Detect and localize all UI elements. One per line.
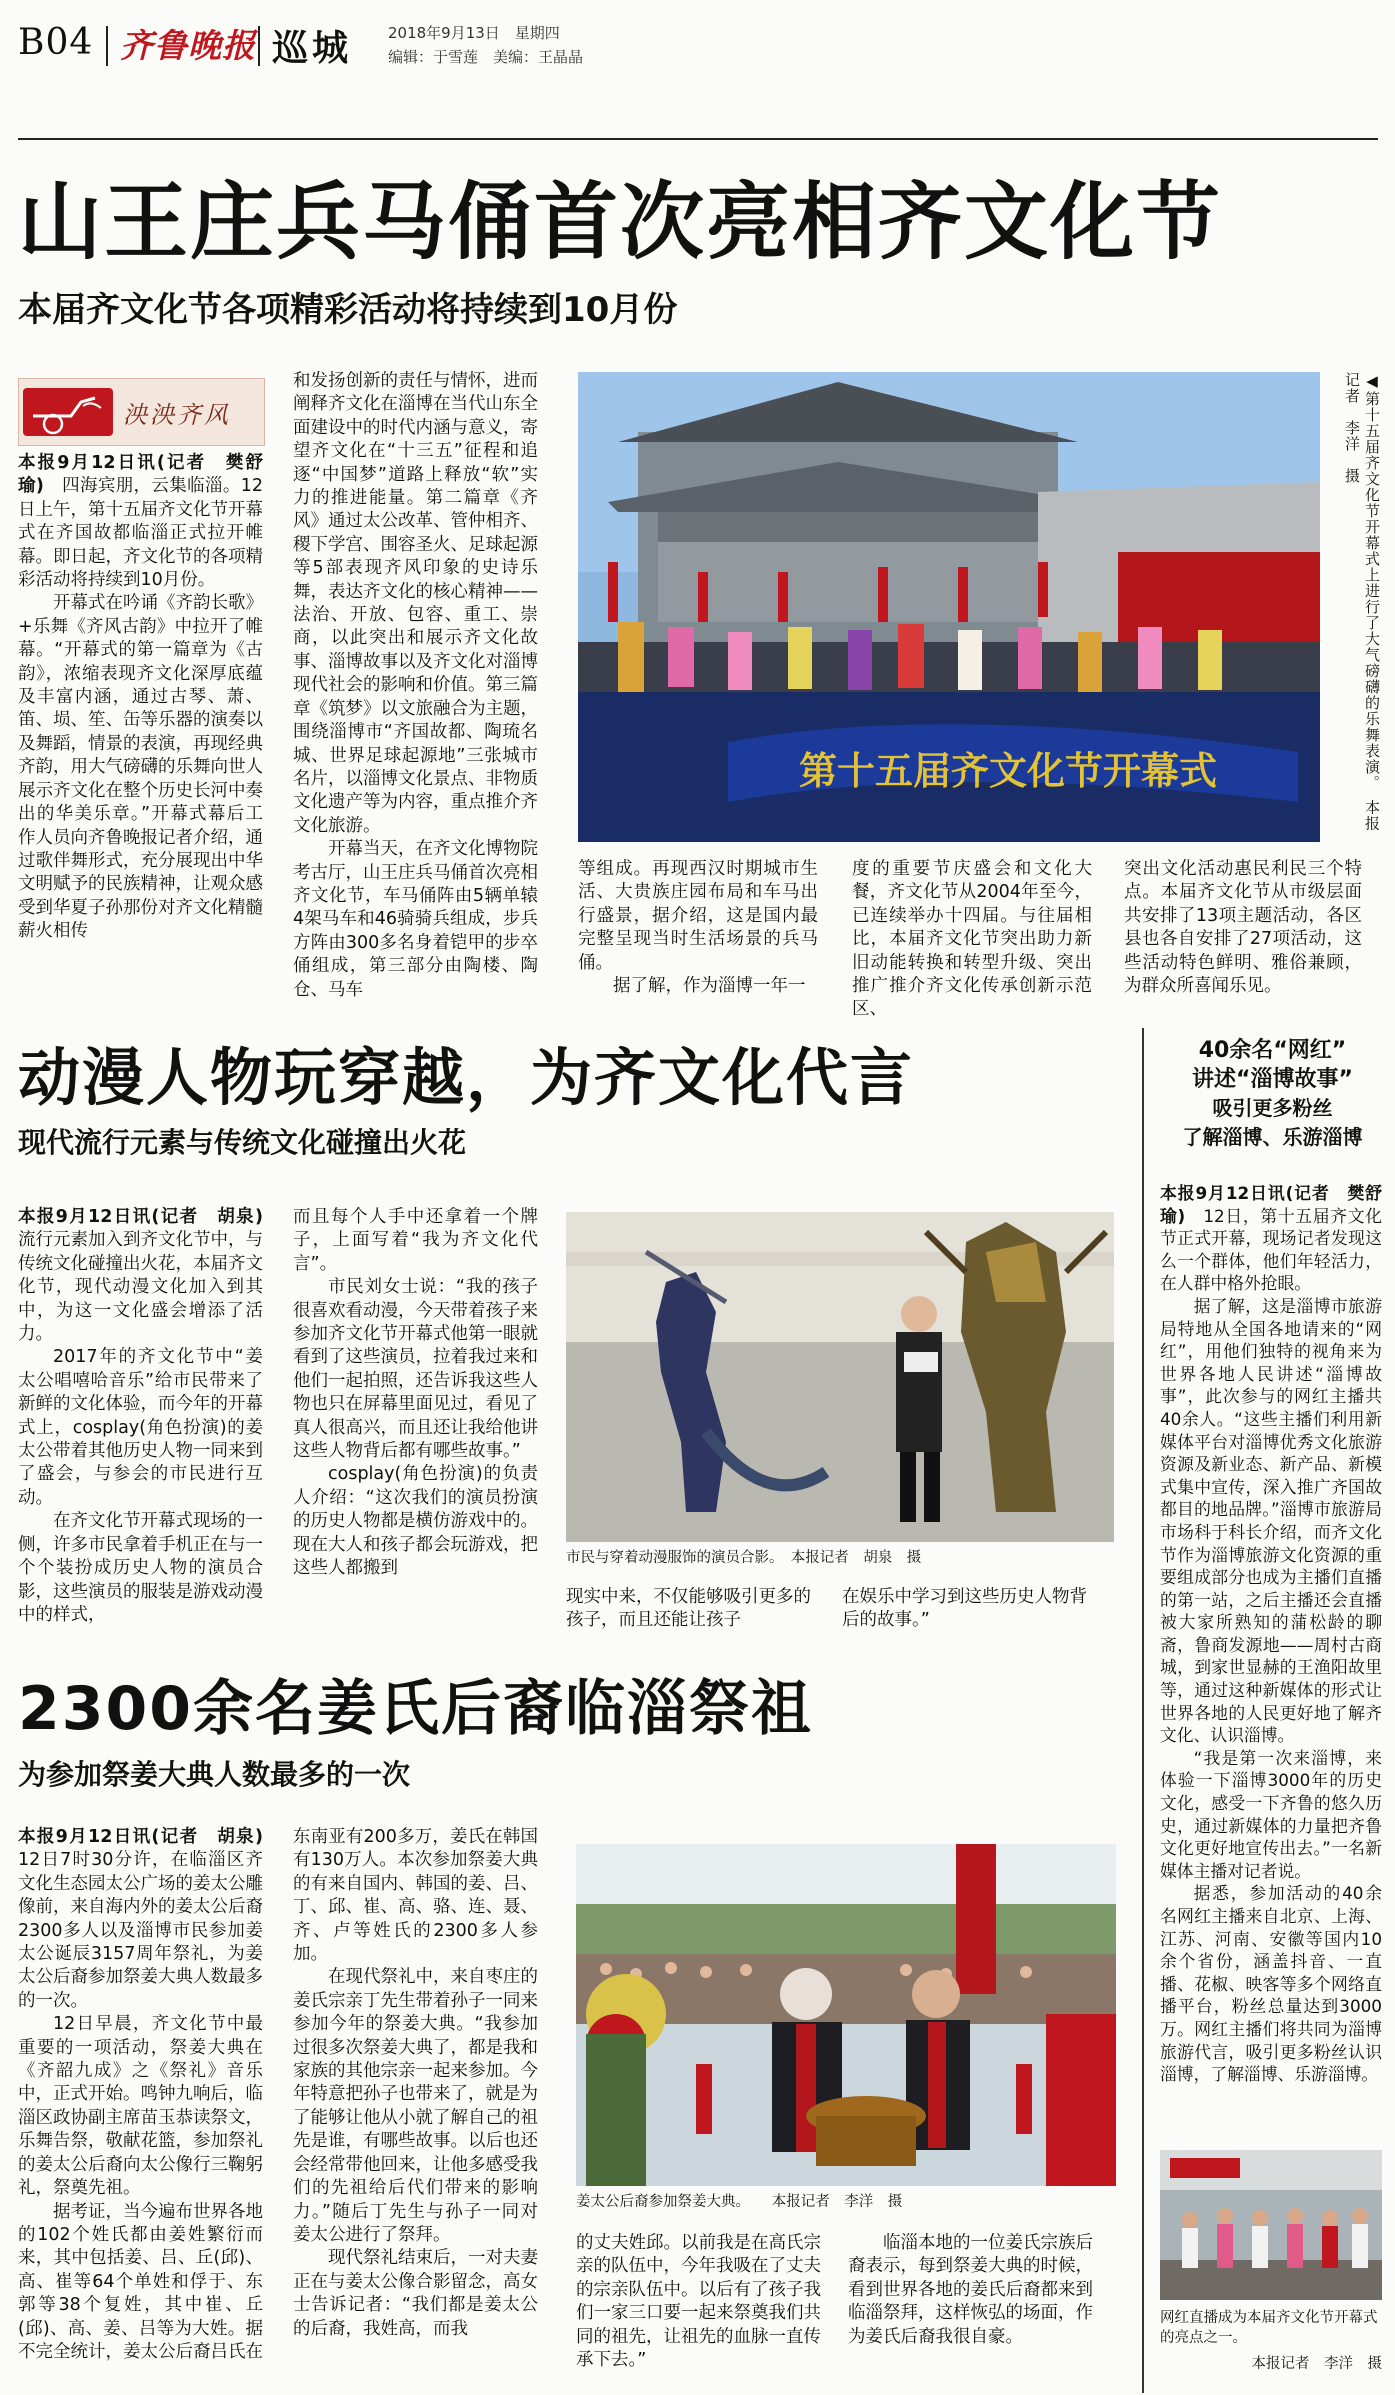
masthead-rule: [18, 138, 1378, 140]
article2-column-2: [293, 1206, 538, 1646]
issue-date: 2018年9月13日 星期四: [388, 24, 560, 42]
article3-paragraph: 据考证，当今遍布世界各地的102个姓氏都由姜姓繁衍而来，其中包括姜、吕、丘(邱)、高、崔等64个单姓和俘于、东郭等38个复姓，其中崔、丘(邱)、高、姜、吕等为大姓。据不完全统计，姜太公后裔吕氏在: [18, 2201, 263, 2362]
article1-headline: 山王庄兵马俑首次亮相齐文化节: [18, 173, 1223, 271]
article1-paragraph: 开幕当天，在齐文化博物院考古厅，山王庄兵马俑首次亮相齐文化节，车马俑阵由5辆单辕4架马车和46骑骑兵组成，步兵方阵由300多名身着铠甲的步卒俑组成，第三部分由陶楼、陶仓、马车: [293, 839, 538, 1000]
article3-paragraph: 12日早晨，齐文化节中最重要的一项活动，祭姜大典在《齐韶九成》之《祭礼》音乐中，正式开始。鸣钟九响后，临淄区政协副主席苗玉恭读祭文，乐舞告祭，敬献花篮，参加祭礼的姜太公后裔向太公像行三鞠躬礼，祭奠先祖。: [18, 2014, 263, 2199]
cosplay-photo: [566, 1212, 1114, 1542]
sidebar-paragraph: 12日，第十五届齐文化节正式开幕，现场记者发现这么一个群体，他们年轻活力，在人群中格外抢眼。: [1160, 1205, 1382, 1294]
badge-title: 泱泱齐风: [123, 401, 231, 429]
article1-paragraph: 突出文化活动惠民利民三个特点。本届齐文化节从市级层面共安排了13项主题活动，各区县也各自安排了27项活动，这些活动特色鲜明、雅俗兼顾，为群众所喜闻乐见。: [1124, 859, 1362, 997]
article1-paragraph: 和发扬创新的责任与情怀，进而阐释齐文化在淄博在当代山东全面建设中的时代内涵与意义，寄望齐文化在“十三五”征程和追逐“中国梦”道路上释放“软”实力的推进能量。第二篇章《齐风》通过太公改革、管仲相齐、稷下学宫、围容圣火、足球起源等5部表现齐风印象的史诗乐舞，表达齐文化的核心精神——法治、开放、包容、重工、崇商，以此突出和展示齐文化故事、淄博故事以及齐文化对淄博现代社会的影响和价值。第三篇章《筑梦》以文旅融合为主题，围绕淄博市“齐国故都、陶琉名城、世界足球起源地”三张城市名片，以淄博文化景点、非物质文化遗产等为内容，重点推介齐文化旅游。: [293, 371, 538, 836]
article1-subhead: 本届齐文化节各项精彩活动将持续到10月份: [18, 290, 678, 330]
article2-column-3: [566, 1586, 811, 1646]
sidebar-photo-credit: 本报记者 李洋 摄: [1251, 2356, 1382, 2372]
article2-paragraph: 市民刘女士说：“我的孩子很喜欢看动漫，今天带着孩子来参加齐文化节开幕式他第一眼就看到了这些演员，拉着我过来和他们一起拍照，还告诉我这些人物也只在屏幕里面见过，看见了真人很高兴，而且还让我给他讲这些人物背后都有哪些故事。”: [293, 1277, 538, 1462]
stage-banner-text: 第十五届齐文化节开幕式: [798, 748, 1218, 793]
article3-headline: 2300余名姜氏后裔临淄祭祖: [18, 1674, 813, 1744]
article3-column-1: [18, 1826, 263, 2392]
article1-column-2: [293, 370, 538, 1000]
article3-photo-caption: 姜太公后裔参加祭姜大典。 本报记者 李洋 摄: [576, 2194, 903, 2210]
article2-photo-caption: 市民与穿着动漫服饰的演员合影。 本报记者 胡泉 摄: [566, 1550, 922, 1566]
article1-dateline: 本报9月12日讯(记者 樊舒瑜): [18, 453, 263, 497]
sidebar-paragraph: 据悉，参加活动的40余名网红主播来自北京、上海、江苏、河南、安徽等国内10余个省份，涵盖抖音、一直播、花椒、映客等多个网络直播平台，粉丝总量达到3000万。网红主播们将共同为淄博旅游代言，吸引更多粉丝认识淄博，了解淄博、乐游淄博。: [1160, 1883, 1382, 2085]
article1-paragraph: 等组成。再现西汉时期城市生活、大贵族庄园布局和车马出行盛景，据介绍，这是国内最完整呈现当时生活场景的兵马俑。: [578, 859, 818, 973]
article3-column-3: [576, 2232, 821, 2392]
article1-column-3: [578, 858, 818, 1000]
newspaper-logo: 齐鲁晚报: [120, 26, 256, 65]
article1-photo-caption: ◀第十五届齐文化节开幕式上进行了大气磅礴的乐舞表演。 本报记者 李洋 摄: [1343, 372, 1381, 832]
livestream-photo: [1160, 2150, 1382, 2300]
article1-column-1: [18, 452, 263, 1000]
article2-column-4: [842, 1586, 1087, 1646]
section-name: 巡城: [272, 28, 353, 69]
article2-headline: 动漫人物玩穿越，为齐文化代言: [18, 1041, 915, 1114]
sidebar-headline: [1160, 1036, 1385, 1152]
article3-column-2: [293, 1826, 538, 2392]
sidebar-paragraph: 据了解，这是淄博市旅游局特地从全国各地请来的“网红”，用他们独特的视角来为世界各地人民讲述“淄博故事”，此次参与的网红主播共40余人。“这些主播们利用新媒体平台对淄博优秀文化旅游资源及新业态、新产品、新模式集中宣传，深入推广齐国故都目的地品牌。”淄博市旅游局市场科于科长介绍，而齐文化节作为淄博旅游文化资源的重要组成部分也成为主播们直播的第一站，之后主播还会直播被大家所熟知的蒲松龄的聊斋，鲁商发源地——周村古商城，到家世显赫的王渔阳故里等，通过这种新媒体的形式让世界各地的人民更好地了解齐文化、认识淄博。: [1160, 1295, 1382, 1746]
sidebar-title-line: 40余名“网红”: [1198, 1038, 1347, 1063]
article3-paragraph: 在现代祭礼中，来自枣庄的姜氏宗亲丁先生带着孙子一同来参加今年的祭姜大典。“我参加过很多次祭姜大典了，都是我和家族的其他宗亲一起来参加。今年特意把孙子也带来了，就是为了能够让他从小就了解自己的祖先是谁，有哪些故事。以后也还会经常带他回来，让他多感受我们的先祖给后代们带来的影响力。”随后丁先生与孙子一同对姜太公进行了祭拜。: [293, 1967, 538, 2245]
article3-column-4: [848, 2232, 1093, 2392]
masthead-divider: [258, 26, 260, 66]
article2-paragraph: 流行元素加入到齐文化节中，与传统文化碰撞出火花，本届齐文化节，现代动漫文化加入到其中，为这一文化盛会增添了活力。: [18, 1230, 263, 1345]
article3-subhead: 为参加祭姜大典人数最多的一次: [18, 1758, 411, 1791]
article1-column-5: [1124, 858, 1362, 1000]
page-code: B04: [18, 22, 94, 63]
article3-paragraph: 现代祭礼结束后，一对夫妻正在与姜太公像合影留念，高女士告诉记者：“我们都是姜太公的后裔，我姓高，而我: [293, 2248, 538, 2339]
masthead-divider: [106, 26, 108, 66]
ancestor-ceremony-photo: [576, 1844, 1116, 2186]
article3-paragraph: 临淄本地的一位姜氏宗族后裔表示，每到祭姜大典的时候，看到世界各地的姜氏后裔都来到临淄祭拜，这样恢弘的场面，作为姜氏后裔我很自豪。: [848, 2233, 1093, 2347]
article3-paragraph: 12日7时30分许，在临淄区齐文化生态园太公广场的姜太公雕像前，来自海内外的姜太公后裔2300多人以及淄博市民参加姜太公诞辰3157周年祭礼，为姜太公后裔参加祭姜大典人数最多的一次。: [18, 1850, 263, 2011]
sidebar-column: [1160, 1182, 1382, 2128]
article1-paragraph: 四海宾朋，云集临淄。12日上午，第十五届齐文化节开幕式在齐国故都临淄正式拉开帷幕。即日起，齐文化节的各项精彩活动将持续到10月份。: [18, 476, 264, 591]
opening-ceremony-photo: [578, 372, 1320, 842]
article2-dateline: 本报9月12日讯(记者 胡泉): [18, 1207, 263, 1227]
sidebar-photo-caption: 网红直播成为本届齐文化节开幕式的亮点之一。: [1160, 2310, 1378, 2346]
sidebar-title-line: 讲述“淄博故事”: [1192, 1067, 1353, 1092]
article3-paragraph: 东南亚有200多万，姜氏在韩国有130万人。本次参加祭姜大典的有来自国内、韩国的姜、吕、丁、邱、崔、高、骆、连、聂、齐、卢等姓氏的2300多人参加。: [293, 1827, 538, 1965]
sidebar-divider: [1142, 1028, 1144, 2393]
article2-subhead: 现代流行元素与传统文化碰撞出火花: [18, 1126, 467, 1159]
article2-column-1: [18, 1206, 263, 1646]
article2-paragraph: 2017年的齐文化节中“姜太公唱嘻哈音乐”给市民带来了新鲜的文化体验，而今年的开幕式上，cosplay(角色扮演)的姜太公带着其他历史人物一同来到了盛会，与参会的市民进行互动。: [18, 1347, 263, 1508]
article2-paragraph: 而且每个人手中还拿着一个牌子，上面写着“我为齐文化代言”。: [293, 1207, 538, 1274]
article1-paragraph: 开幕式在吟诵《齐韵长歌》+乐舞《齐风古韵》中拉开了帷幕。“开幕式的第一篇章为《古韵》，浓缩表现齐文化深厚底蕴及丰富内涵，通过古琴、萧、笛、埙、笙、缶等乐器的演奏以及舞蹈，情景的表演，再现经典齐韵，用大气磅礴的乐舞向世人展示齐文化在整个历史长河中奏出的华美乐章。”开幕式幕后工作人员向齐鲁晚报记者介绍，通过歌伴舞形式，充分展现出中华文明赋予的民族精神，让观众感受到华夏子孙那份对齐文化精髓薪火相传: [18, 593, 263, 942]
article1-paragraph: 度的重要节庆盛会和文化大餐，齐文化节从2004年至今，已连续举办十四届。与往届相比，本届齐文化节突出助力新旧动能转换和转型升级、突出推广推介齐文化传承创新示范区、: [852, 859, 1092, 1020]
chariot-icon: [23, 380, 113, 444]
article2-paragraph: cosplay(角色扮演)的负责人介绍：“这次我们的演员扮演的历史人物都是横仿游戏中的。现在大人和孩子都会玩游戏，把这些人都搬到: [293, 1464, 538, 1579]
column-badge: [18, 378, 265, 446]
article2-paragraph: 在齐文化节开幕式现场的一侧，许多市民拿着手机正在与一个个装扮成历史人物的演员合影，这些演员的服装是游戏动漫中的样式，: [18, 1511, 263, 1625]
sidebar-title-line: 了解淄博、乐游淄博: [1182, 1125, 1363, 1149]
article3-dateline: 本报9月12日讯(记者 胡泉): [18, 1827, 263, 1847]
article3-paragraph: 的丈夫姓邱。以前我是在高氏宗亲的队伍中，今年我吸在了丈夫的宗亲队伍中。以后有了孩子我们一家三口要一起来祭奠我们共同的祖先，让祖先的血脉一直传承下去。”: [576, 2233, 821, 2371]
editor-credits: 编辑：于雪莲 美编：王晶晶: [388, 48, 584, 66]
sidebar-title-line: 吸引更多粉丝: [1212, 1096, 1333, 1120]
article1-column-4: [852, 858, 1092, 1020]
article2-paragraph: 在娱乐中学习到这些历史人物背后的故事。”: [842, 1587, 1087, 1631]
article2-paragraph: 现实中来，不仅能够吸引更多的孩子，而且还能让孩子: [566, 1587, 811, 1631]
sidebar-paragraph: “我是第一次来淄博，来体验一下淄博3000年的历史文化，感受一下齐鲁的悠久历史，通过新媒体的力量把齐鲁文化更好地宣传出去。”一名新媒体主播对记者说。: [1160, 1747, 1382, 1881]
article1-paragraph: 据了解，作为淄博一年一: [613, 976, 806, 997]
sidebar-dateline: 本报9月12日讯(记者 樊舒瑜): [1160, 1183, 1382, 1226]
